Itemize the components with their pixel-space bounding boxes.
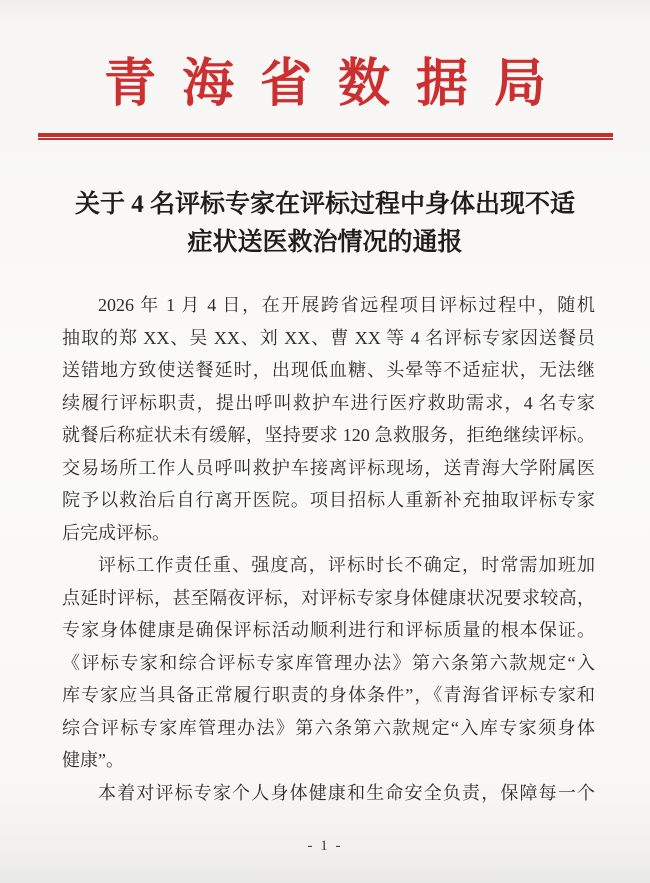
body-line: 《评标专家和综合评标专家库管理办法》第六条第六款规定“入 <box>62 652 595 673</box>
body-line: 院予以救治后自行离开医院。项目招标人重新补充抽取评标专家 <box>62 490 595 510</box>
letterhead-agency-name: 青海省数据局 <box>103 56 572 113</box>
body-line: 2026 年 1 月 4 日，在开展跨省远程项目评标过程中，随机 <box>98 295 595 315</box>
body-line: 续履行评标职责，提出呼叫救护车进行医疗救助需求，4 名专家 <box>62 392 595 413</box>
paragraph-2 <box>62 549 595 777</box>
body-line: 送错地方致使送餐延时，出现低血糖、头晕等不适症状，无法继 <box>62 360 595 380</box>
body-line: 库专家应当具备正常履行职责的身体条件”，《青海省评标专家和 <box>62 685 595 705</box>
body-line: 交易场所工作人员呼叫救护车接离评标现场，送青海大学附属医 <box>62 457 595 478</box>
body-line: 评标工作责任重、强度高，评标时长不确定，时常需加班加 <box>98 555 595 575</box>
body-line: 点延时评标，甚至隔夜评标，对评标专家身体健康状况要求较高， <box>62 587 595 608</box>
document-title <box>0 186 650 262</box>
letterhead-divider-line <box>38 133 613 140</box>
body-line: 健康”。 <box>62 750 124 770</box>
paragraph-1 <box>62 289 595 549</box>
page-number: - 1 - <box>307 838 343 854</box>
document-title-line-1: 关于 4 名评标专家在评标过程中身体出现不适 <box>74 191 575 218</box>
body-line: 专家身体健康是确保评标活动顺利进行和评标质量的根本保证。 <box>62 620 595 640</box>
body-line: 就餐后称症状未有缓解，坚持要求 120 急救服务，拒绝继续评标。 <box>62 425 595 445</box>
paragraph-3 <box>62 777 595 810</box>
document-title-line-2: 症状送医救治情况的通报 <box>187 229 463 256</box>
document-body <box>62 289 595 809</box>
body-line: 后完成评标。 <box>62 522 170 543</box>
body-line: 本着对评标专家个人身体健康和生命安全负责，保障每一个 <box>98 782 595 803</box>
body-line: 综合评标专家库管理办法》第六条第六款规定“入库专家须身体 <box>62 717 595 738</box>
body-line: 抽取的郑 XX、吴 XX、刘 XX、曹 XX 等 4 名评标专家因送餐员 <box>62 327 595 348</box>
